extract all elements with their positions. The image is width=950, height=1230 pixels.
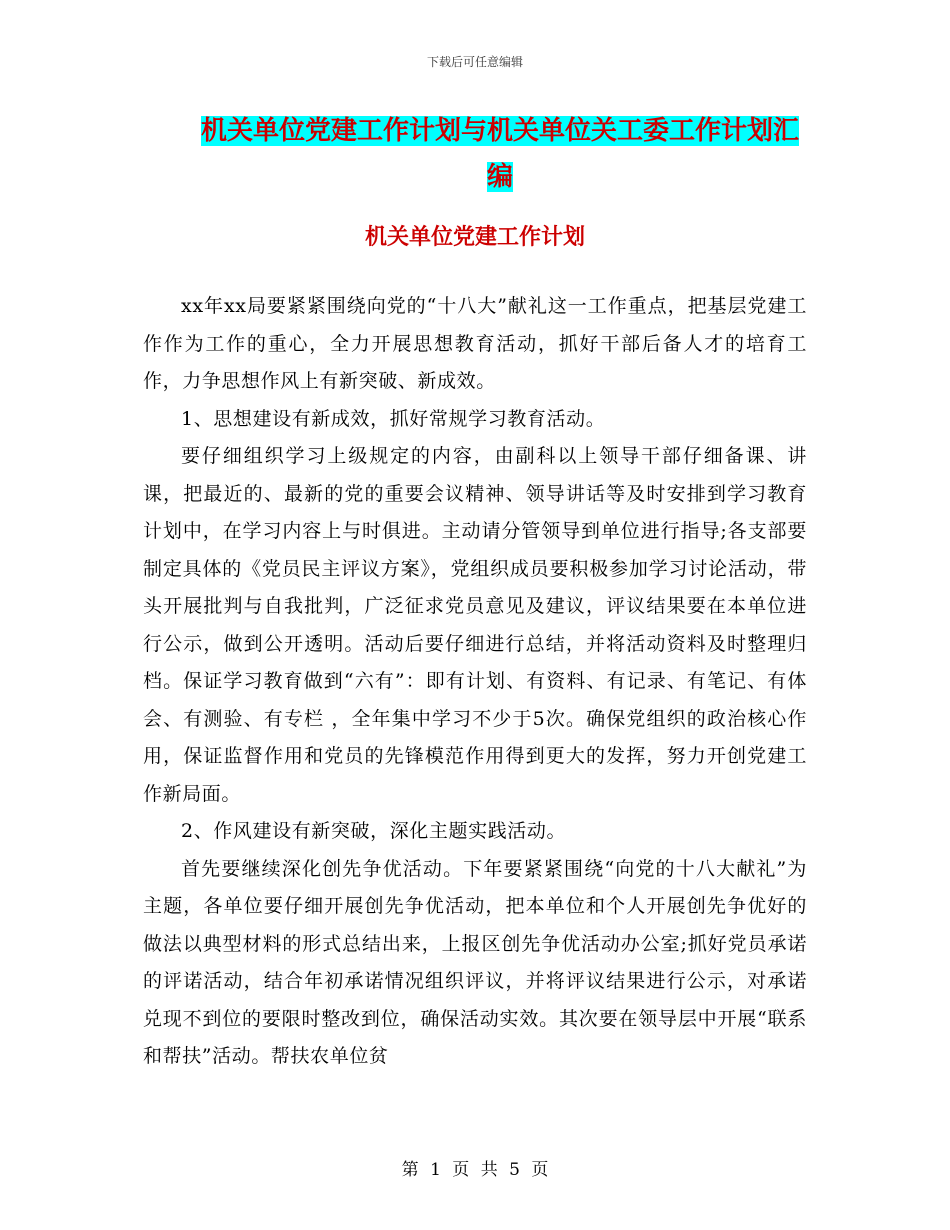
header-note: 下载后可任意编辑 (426, 55, 523, 69)
paragraph-heading-2: 2、作风建设有新突破，深化主题实践活动。 (181, 820, 567, 842)
paragraph-study: 要仔细组织学习上级规定的内容，由副科以上领导干部仔细备课、讲课，把最近的、最新的党的重要会议精神、领导讲话等及时安排到学习教育计划中，在学习内容上与时俱进。主动请分管领导到单位进行指导;各支部要制定具体的《党员民主评议方案》，党组织成员要积极参加学习讨论活动，带头开展批判与自我批判，广泛征求党员意见及建议，评议结果要在本单位进行公示，做到公开透明。活动后要仔细进行总结，并将活动资料及时整理归档。保证学习教育做到“六有”：即有计划、有资料、有记录、有笔记、有体会、有测验、有专栏 ，全年集中学习不少于5次。确保党组织的政治核心作用，保证监督作用和党员的先锋模范作用得到更大的发挥，努力开创党建工作新局面。 (143, 445, 807, 805)
paragraph-heading-1: 1、思想建设有新成效，抓好常规学习教育活动。 (181, 407, 606, 430)
page-footer: 第 1 页 共 5 页 (401, 1160, 549, 1180)
document-title-text: 机关单位党建工作计划与机关单位关工委工作计划汇编 (200, 116, 799, 192)
document-title (190, 108, 810, 200)
section-title: 机关单位党建工作计划 (364, 225, 585, 250)
paragraph-practice: 首先要继续深化创先争优活动。下年要紧紧围绕“向党的十八大献礼”为主题，各单位要仔细开展创先争优活动，把本单位和个人开展创先争优好的做法以典型材料的形式总结出来，上报区创先争优活动办公室;抓好党员承诺的评诺活动，结合年初承诺情况组织评议，并将评议结果进行公示，对承诺兑现不到位的要限时整改到位，确保活动实效。其次要在领导层中开展“联系和帮扶”活动。帮扶农单位贫 (143, 857, 807, 1067)
paragraph-intro: xx年xx局要紧紧围绕向党的“十八大”献礼这一工作重点，把基层党建工作作为工作的重心，全力开展思想教育活动，抓好干部后备人才的培育工作，力争思想作风上有新突破、新成效。 (143, 295, 807, 392)
document-body (143, 288, 807, 1076)
